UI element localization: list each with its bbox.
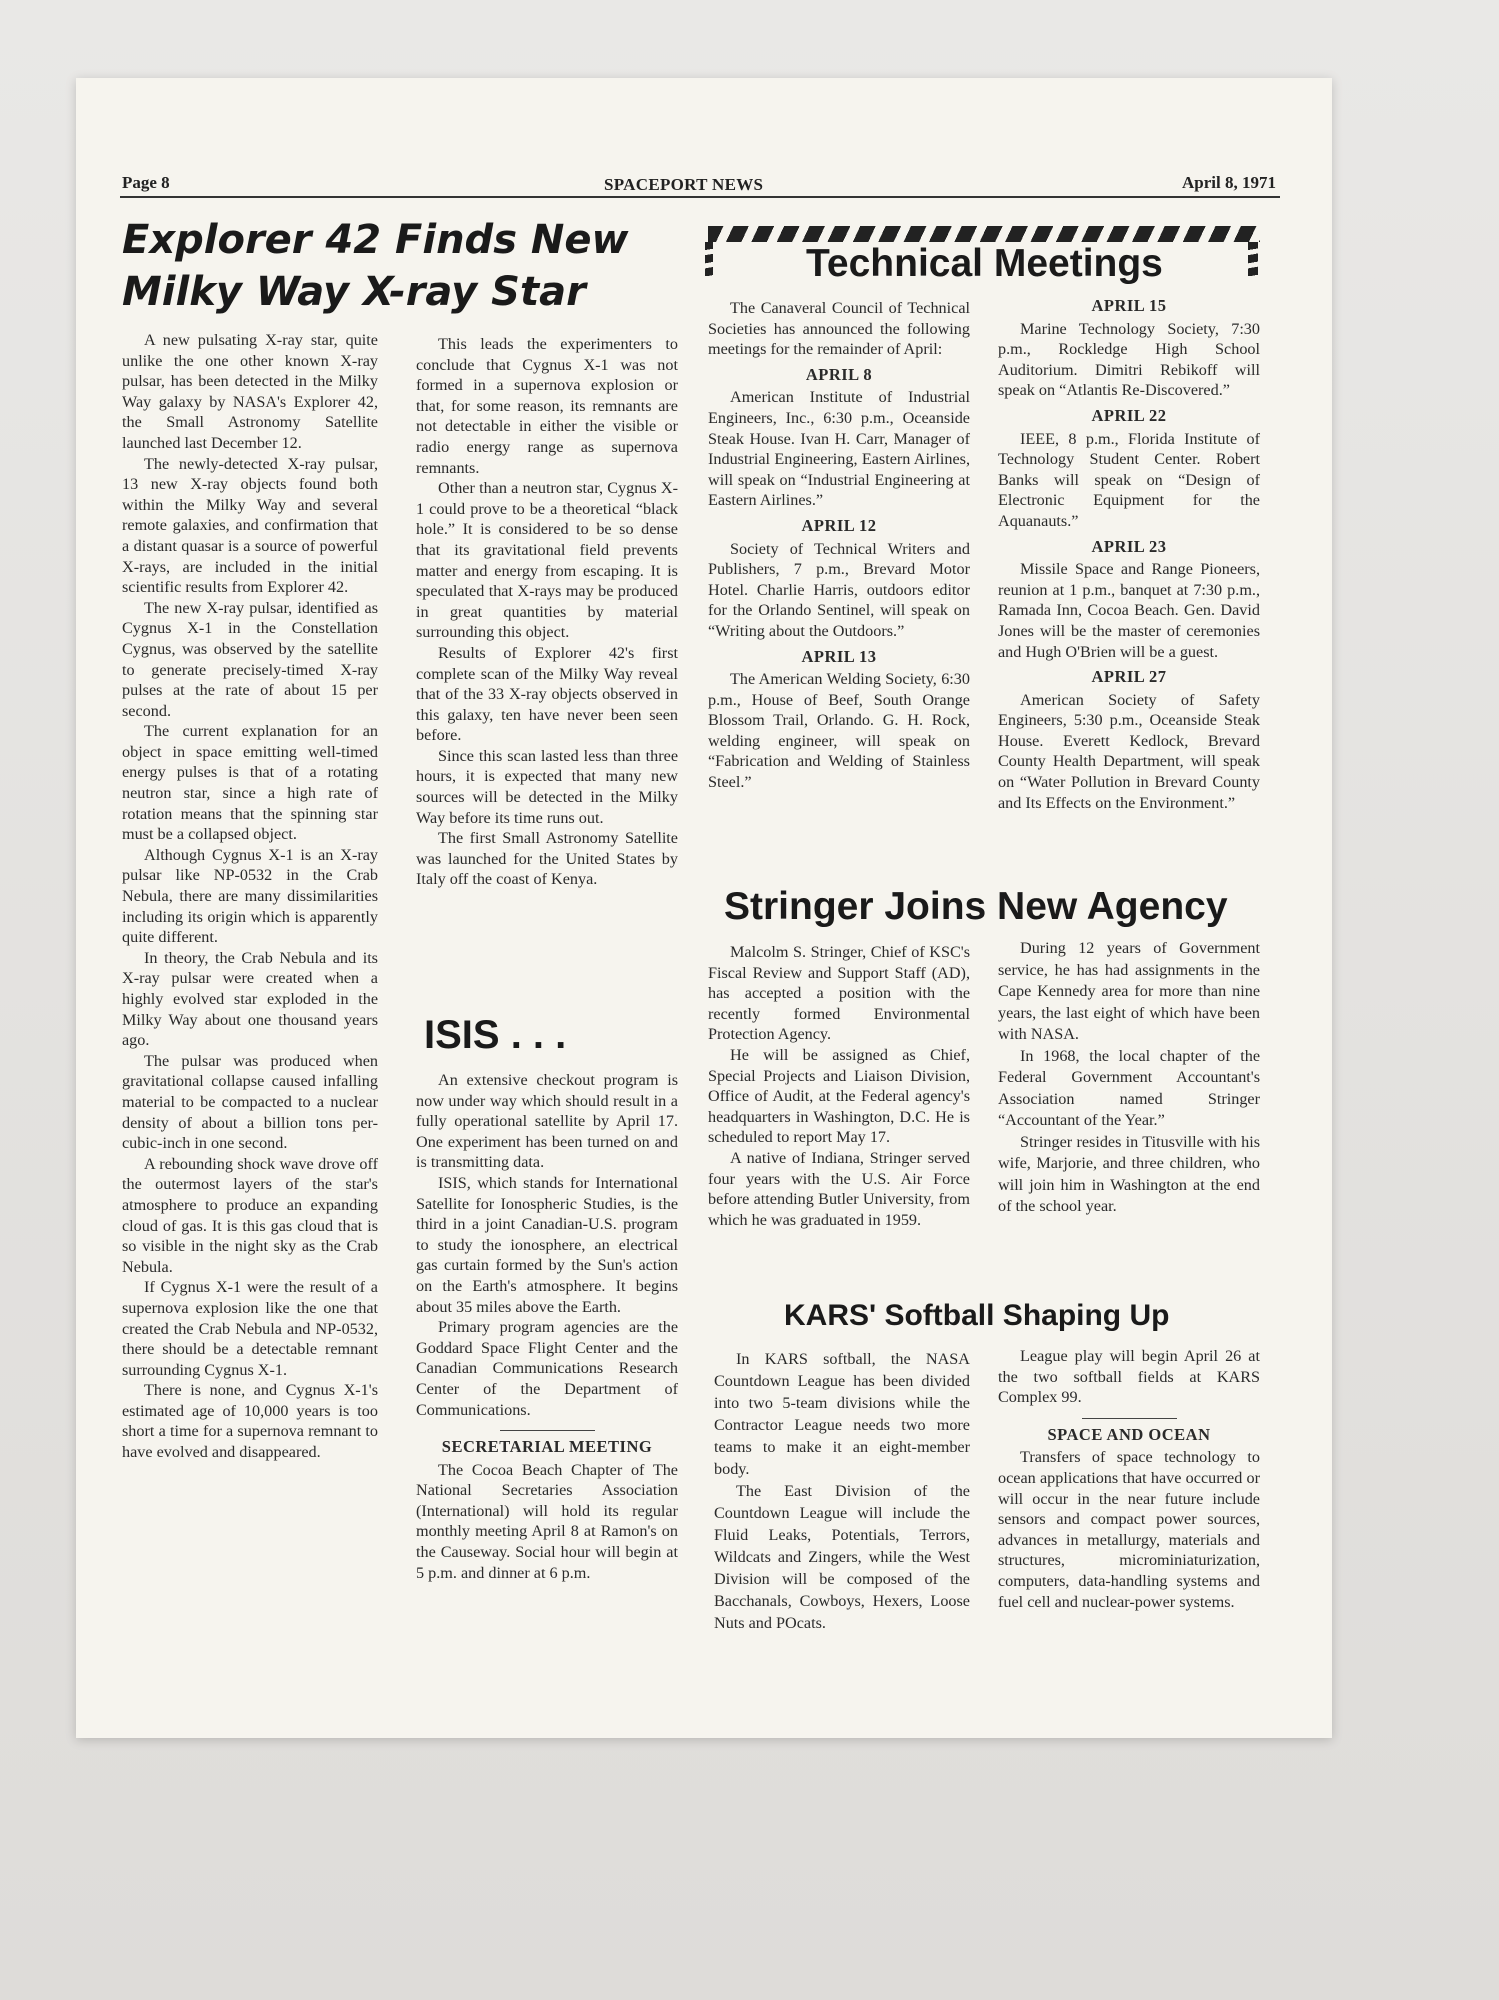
newspaper-page xyxy=(76,78,1332,1738)
technical-column-right xyxy=(998,291,1260,813)
meeting-date: APRIL 23 xyxy=(1091,536,1167,556)
isis-headline: ISIS . . . xyxy=(424,1013,567,1057)
technical-column-left xyxy=(708,298,970,793)
space-ocean-heading: SPACE AND OCEAN xyxy=(1047,1424,1211,1444)
paragraph: In theory, the Crab Nebula and its X-ray pulsar were created when a highly evolved star exploded in the Milky Way about one thousand years ago. xyxy=(122,948,378,1050)
paragraph: ISIS, which stands for International Satellite for Ionospheric Studies, is the third in a joint Canadian-U.S. program to study the ionosphere, an electrical gas curtain formed by the Sun's action on the Earth's atmosphere. It begins about 35 miles above the Earth. xyxy=(416,1173,678,1316)
stringer-column-left xyxy=(708,942,970,1230)
stringer-headline: Stringer Joins New Agency xyxy=(724,885,1228,928)
paragraph: In KARS softball, the NASA Countdown League has been divided into two 5-team divisions while the Contractor League needs two more teams to make it an eight-member body. xyxy=(714,1350,970,1478)
paragraph: Missile Space and Range Pioneers, reunion at 1 p.m., banquet at 7:30 p.m., Ramada Inn, Cocoa Beach. Gen. David Jones will be the master of ceremonies and Hugh O'Brien will be a guest. xyxy=(998,560,1260,661)
paragraph: League play will begin April 26 at the two softball fields at KARS Complex 99. xyxy=(998,1347,1260,1407)
stringer-column-right xyxy=(998,938,1260,1218)
paragraph: Marine Technology Society, 7:30 p.m., Rockledge High School Auditorium. Dimitri Rebikoff will speak on “Atlantis Re-Discovered.” xyxy=(998,319,1260,400)
paragraph: The new X-ray pulsar, identified as Cygnus X-1 in the Constellation Cygnus, was observed by the satellite to generate precisely-timed X-ray pulses at the rate of about 15 per second. xyxy=(122,598,378,720)
softball-column-right xyxy=(998,1346,1260,1612)
issue-date: April 8, 1971 xyxy=(1182,173,1276,192)
meeting-date: APRIL 13 xyxy=(801,646,877,666)
meeting-date: APRIL 12 xyxy=(801,515,877,535)
paragraph: The East Division of the Countdown League will include the Fluid Leaks, Potentials, Terrors, Wildcats and Zingers, while the West Division will be composed of the Bacchanals, Cowboys, Hexers, Loose Nuts and POcats. xyxy=(714,1482,970,1632)
paragraph: Stringer resides in Titusville with his wife, Marjorie, and three children, who will join him in Washington at the end of the school year. xyxy=(998,1132,1260,1215)
explorer-column-2 xyxy=(416,334,678,890)
publication-name: SPACEPORT NEWS xyxy=(604,175,764,194)
paragraph: The American Welding Society, 6:30 p.m., House of Beef, South Orange Blossom Trail, Orlando. G. H. Rock, welding engineer, will speak on “Fabrication and Welding of Stainless Steel.” xyxy=(708,670,970,792)
decorative-bracket-right xyxy=(1248,242,1258,276)
paragraph: The newly-detected X-ray pulsar, 13 new X-ray objects found both within the Milky Way and several remote galaxies, and confirmation that a distant quasar is a source of powerful X-rays, are included in the initial scientific results from Explorer 42. xyxy=(122,454,378,597)
paragraph: The Cocoa Beach Chapter of The National Secretaries Association (International) will hold its regular monthly meeting April 8 at Ramon's on the Causeway. Social hour will begin at 5 p.m. and dinner at 6 p.m. xyxy=(416,1460,678,1582)
paragraph: Since this scan lasted less than three hours, it is expected that many new sources will be detected in the Milky Way before its time runs out. xyxy=(416,746,678,827)
paragraph: Society of Technical Writers and Publishers, 7 p.m., Brevard Motor Hotel. Charlie Harris, outdoors editor for the Orlando Sentinel, will speak on “Writing about the Outdoors.” xyxy=(708,539,970,640)
page-number: Page 8 xyxy=(122,173,170,192)
paragraph: American Society of Safety Engineers, 5:30 p.m., Oceanside Steak House. Everett Kedlock, Brevard County Health Department, will speak on “Water Pollution in Brevard County and Its Effects on the Environment.” xyxy=(998,690,1260,812)
paragraph: An extensive checkout program is now under way which should result in a fully operational satellite by April 17. One experiment has been turned on and is transmitting data. xyxy=(416,1071,678,1172)
paragraph: A native of Indiana, Stringer served four years with the U.S. Air Force before attending Butler University, from which he was graduated in 1959. xyxy=(708,1148,970,1229)
paragraph: There is none, and Cygnus X-1's estimated age of 10,000 years is too short a time for a supernova remnant to have evolved and disappeared. xyxy=(122,1381,378,1462)
meeting-date: APRIL 27 xyxy=(1091,667,1167,687)
paragraph: The first Small Astronomy Satellite was launched for the United States by Italy off the coast of Kenya. xyxy=(416,829,678,889)
decorative-bracket-left xyxy=(705,242,713,276)
meeting-date: APRIL 8 xyxy=(805,364,873,384)
paragraph: The pulsar was produced when gravitational collapse caused infalling material to be compacted to a nuclear density of about a billion tons per-cubic-inch in one second. xyxy=(122,1051,378,1153)
softball-headline: KARS' Softball Shaping Up xyxy=(784,1299,1170,1332)
section-rule xyxy=(500,1430,595,1431)
paragraph: The current explanation for an object in space emitting well-timed energy pulses is that of a rotating neutron star, since a high rate of rotation means that the spinning star must be a collapsed object. xyxy=(122,722,378,844)
header-rule xyxy=(120,196,1280,198)
technical-headline: Technical Meetings xyxy=(806,242,1163,285)
meeting-date: APRIL 15 xyxy=(1091,296,1167,315)
paragraph: Transfers of space technology to ocean applications that have occurred or will occur in the near future include sensors and compact power sources, advances in metallurgy, materials and structures, microminiaturization, computers, data-handling systems and fuel cell and nuclear-power systems. xyxy=(998,1448,1260,1611)
isis-article xyxy=(416,1070,678,1583)
paragraph: Other than a neutron star, Cygnus X-1 could prove to be a theoretical “black hole.” It is considered to be so dense that its gravitational field prevents matter and energy from escaping. It is speculated that X-rays may be produced in great quantities by material surrounding this object. xyxy=(416,479,678,642)
decorative-stripe xyxy=(708,226,1260,242)
paragraph: Malcolm S. Stringer, Chief of KSC's Fiscal Review and Support Staff (AD), has accepted a position with the recently formed Environmental Protection Agency. xyxy=(708,943,970,1044)
paragraph: He will be assigned as Chief, Special Projects and Liaison Division, Office of Audit, at the Federal agency's headquarters in Washington, D.C. He is scheduled to report May 17. xyxy=(708,1045,970,1147)
paragraph: In 1968, the local chapter of the Federal Government Accountant's Association named Stringer “Accountant of the Year.” xyxy=(998,1046,1260,1129)
paragraph: This leads the experimenters to conclude that Cygnus X-1 was not formed in a supernova explosion or that, for some reason, its remnants are not detectable in either the visible or radio energy range as supernova remnants. xyxy=(416,335,678,477)
paragraph: Although Cygnus X-1 is an X-ray pulsar like NP-0532 in the Crab Nebula, there are many dissimilarities including its origin which is apparently quite different. xyxy=(122,845,378,947)
paragraph: A new pulsating X-ray star, quite unlike the one other known X-ray pulsar, has been detected in the Milky Way galaxy by NASA's Explorer 42, the Small Astronomy Satellite launched last December 12. xyxy=(122,331,378,452)
secretarial-heading: SECRETARIAL MEETING xyxy=(441,1437,653,1457)
explorer-headline-line2: Milky Way X-ray Star xyxy=(122,269,586,315)
paragraph: A rebounding shock wave drove off the outermost layers of the star's atmosphere to produce an expanding cloud of gas. It is this gas cloud that is so visible in the night sky as the Crab Nebula. xyxy=(122,1154,378,1276)
meeting-date: APRIL 22 xyxy=(1091,405,1167,425)
paragraph: American Institute of Industrial Engineers, Inc., 6:30 p.m., Oceanside Steak House. Ivan H. Carr, Manager of Industrial Engineering, Eastern Airlines, will speak on “Industrial Engineering at Eastern Airlines.” xyxy=(708,388,970,510)
paragraph: During 12 years of Government service, he has had assignments in the Cape Kennedy area for more than nine years, the last eight of which have been with NASA. xyxy=(998,939,1260,1043)
paragraph: The Canaveral Council of Technical Societies has announced the following meetings for the remainder of April: xyxy=(708,299,970,359)
paragraph: Results of Explorer 42's first complete scan of the Milky Way reveal that of the 33 X-ray objects observed in this galaxy, ten have never been seen before. xyxy=(416,643,678,745)
paragraph: Primary program agencies are the Goddard Space Flight Center and the Canadian Communications Research Center of the Department of Communications. xyxy=(416,1318,678,1419)
section-rule xyxy=(1082,1418,1177,1419)
softball-column-left xyxy=(714,1348,970,1634)
paragraph: If Cygnus X-1 were the result of a supernova explosion like the one that created the Crab Nebula and NP-0532, there should be a detectable remnant surrounding Cygnus X-1. xyxy=(122,1278,378,1379)
explorer-column-1 xyxy=(122,330,378,1463)
explorer-headline xyxy=(122,214,628,318)
explorer-headline-line1: Explorer 42 Finds New xyxy=(122,217,629,263)
paragraph: IEEE, 8 p.m., Florida Institute of Technology Student Center. Robert Banks will speak on “Design of Electronic Equipment for the Aquanauts.” xyxy=(998,429,1260,530)
